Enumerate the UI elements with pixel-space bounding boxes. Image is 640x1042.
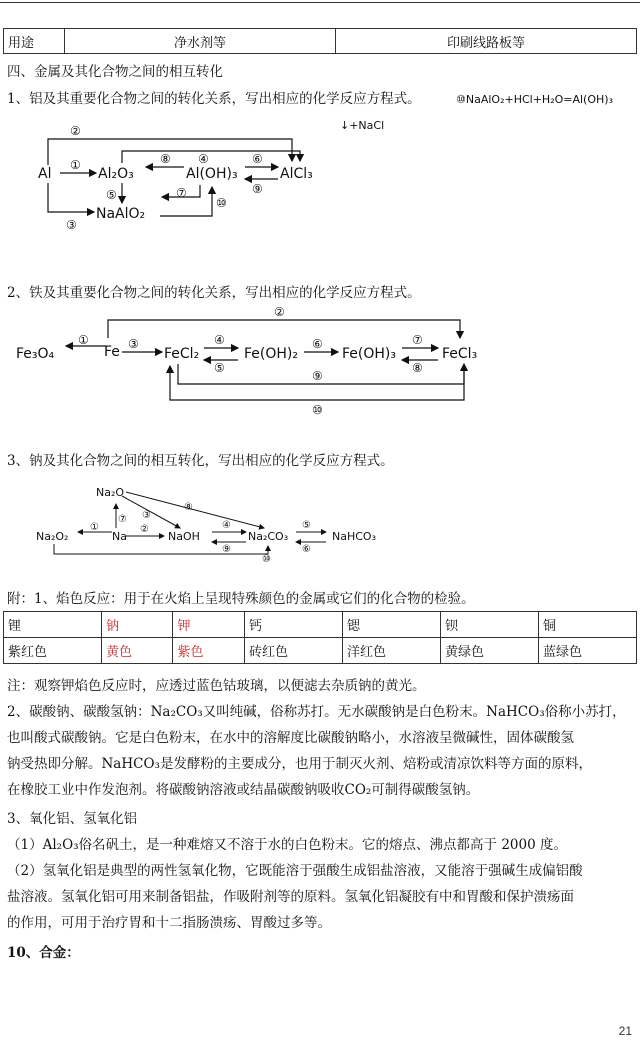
carbonates-paragraph (7, 699, 635, 803)
color-cell: 紫色 (173, 638, 244, 664)
carbonates-line: 在橡胶工业中作发泡剂。将碳酸钠溶液或结晶碳酸钠吸收CO₂可制得碳酸氢钠。 (7, 782, 480, 798)
q1-text: 1、铝及其重要化合物之间的转化关系，写出相应的化学反应方程式。 (7, 91, 421, 107)
step-num: ⑦ (118, 514, 127, 525)
metal-cell: 钠 (102, 612, 173, 638)
carbonates-line: Na₂CO₃又叫纯碱，俗称苏打。无水碳酸钠是白色粉末。NaHCO₃俗称小苏打， (150, 704, 626, 720)
step-num: ⑨ (252, 182, 263, 196)
step-num: ⑦ (176, 186, 187, 200)
step-num: ⑥ (312, 337, 323, 351)
table-row (4, 638, 637, 664)
step-num: ④ (214, 333, 225, 347)
species-alcl3: AlCl₃ (280, 166, 313, 182)
species-al2o3: Al₂O₃ (98, 166, 134, 182)
step-num: ② (274, 305, 285, 319)
color-cell: 砖红色 (244, 638, 342, 664)
species-naoh: NaOH (168, 530, 200, 543)
flame-color-table (3, 611, 637, 664)
na-conversion-diagram (32, 476, 392, 576)
species-al: Al (38, 166, 52, 182)
step-num: ① (90, 522, 99, 533)
metal-cell: 铜 (538, 612, 636, 638)
species-fe3o4: Fe₃O₄ (16, 346, 55, 362)
step-num: ⑥ (252, 152, 263, 166)
species-naalo2: NaAlO₂ (96, 206, 146, 222)
alumina-p1: （1）Al₂O₃俗名矾土，是一种难熔又不溶于水的白色粉末。它的熔点、沸点都高于 2000 度。 (7, 837, 567, 853)
species-na2o2: Na₂O₂ (36, 530, 69, 543)
alumina-p2: 盐溶液。氢氧化铝可用来制备铝盐，作吸附剂等的原料。氢氧化铝凝胶有中和胃酸和保护溃疡面 (7, 889, 574, 905)
species-feoh3: Fe(OH)₃ (342, 346, 396, 362)
step-num: ⑤ (214, 361, 225, 375)
species-fecl2: FeCl₂ (164, 346, 200, 362)
carbonates-line: 钠受热即分解。NaHCO₃是发酵粉的主要成分，也用于制灭火剂、焙粉或清凉饮料等方面的原料， (7, 756, 592, 772)
step-num: ④ (222, 520, 231, 531)
alloy-title: 10、合金： (7, 945, 80, 961)
step-num: ⑧ (412, 361, 423, 375)
step-num: ⑨ (312, 369, 323, 383)
step-num: ④ (198, 152, 209, 166)
color-cell: 紫红色 (4, 638, 102, 664)
top-rule (0, 2, 640, 3)
usage-cell-1: 净水剂等 (65, 29, 336, 54)
step-num: ⑨ (222, 544, 231, 555)
alumina-title: 3、氧化铝、氢氧化铝 (7, 811, 138, 827)
q3-text: 3、钠及其化合物之间的相互转化，写出相应的化学反应方程式。 (7, 453, 394, 469)
step-num: ⑤ (302, 520, 311, 531)
metal-cell: 锂 (4, 612, 102, 638)
step-num: ③ (66, 218, 77, 232)
color-cell: 黄绿色 (440, 638, 538, 664)
step-num: ⑩ (262, 554, 271, 565)
species-nahco3: NaHCO₃ (332, 530, 376, 543)
color-cell: 黄色 (102, 638, 173, 664)
table-row (4, 29, 637, 54)
usage-cell-2: 印刷线路板等 (336, 29, 637, 54)
fe-conversion-diagram (10, 300, 510, 420)
color-cell: 蓝绿色 (538, 638, 636, 664)
metal-cell: 钙 (244, 612, 342, 638)
flame-intro: 附：1、焰色反应：用于在火焰上呈现特殊颜色的金属或它们的化合物的检验。 (7, 591, 475, 607)
species-fe: Fe (104, 344, 120, 360)
step-num: ③ (128, 337, 139, 351)
usage-label-cell: 用途 (4, 29, 65, 54)
q2-text: 2、铁及其重要化合物之间的转化关系，写出相应的化学反应方程式。 (7, 285, 421, 301)
q1-extra-equation-tail: ↓+NaCl (340, 119, 385, 132)
alumina-p2: 的作用，可用于治疗胃和十二指肠溃疡、胃酸过多等。 (7, 915, 331, 931)
alumina-p2: （2）氢氧化铝是典型的两性氢氧化物，它既能溶于强酸生成铝盐溶液，又能溶于强碱生成偏铝酸 (7, 863, 583, 879)
color-cell: 洋红色 (342, 638, 440, 664)
step-num: ② (70, 124, 81, 138)
metal-cell: 锶 (342, 612, 440, 638)
species-fecl3: FeCl₃ (442, 346, 478, 362)
step-num: ① (70, 158, 81, 172)
alumina-section (7, 806, 635, 936)
step-num: ⑦ (412, 333, 423, 347)
page-number: 21 (618, 1024, 632, 1038)
species-feoh2: Fe(OH)₂ (244, 346, 298, 362)
al-conversion-diagram (30, 115, 350, 235)
species-na2co3: Na₂CO₃ (248, 530, 289, 543)
step-num: ⑧ (184, 502, 193, 513)
usage-table (3, 28, 637, 54)
flame-note: 注：观察钾焰色反应时，应透过蓝色钴玻璃，以便滤去杂质钠的黄光。 (7, 678, 426, 694)
step-num: ⑩ (312, 403, 323, 417)
species-na2o: Na₂O (96, 486, 125, 499)
section-heading: 四、金属及其化合物之间的相互转化 (7, 64, 223, 80)
na-species (36, 486, 376, 543)
step-num: ⑤ (106, 188, 117, 202)
step-num: ③ (142, 510, 151, 521)
species-na: Na (112, 530, 127, 543)
step-num: ⑥ (302, 544, 311, 555)
metal-cell: 钾 (173, 612, 244, 638)
step-num: ⑩ (216, 196, 227, 210)
metal-cell: 钡 (440, 612, 538, 638)
species-aloh3: Al(OH)₃ (186, 166, 238, 182)
q1-extra-equation: ⑩NaAlO₂+HCl+H₂O=Al(OH)₃ (456, 93, 613, 106)
carbonates-line: 也叫酸式碳酸钠。它是白色粉末，在水中的溶解度比碳酸钠略小，水溶液呈微碱性，固体碳酸氢 (7, 730, 574, 746)
carbonates-title: 2、碳酸钠、碳酸氢钠： (7, 704, 151, 720)
table-row (4, 612, 637, 638)
step-num: ① (78, 333, 89, 347)
step-num: ② (140, 524, 149, 535)
step-num: ⑧ (160, 152, 171, 166)
